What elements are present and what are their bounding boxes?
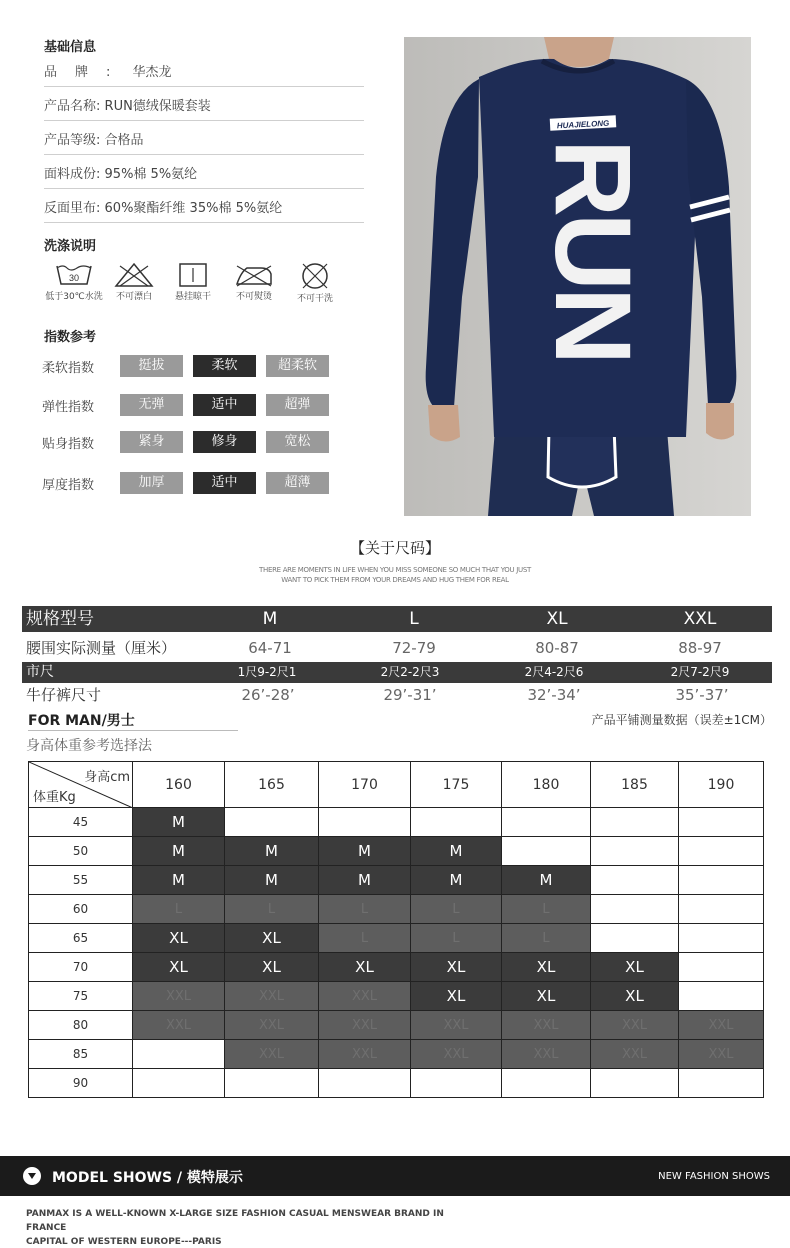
size-recommendation-cell: L (502, 895, 591, 924)
size-recommendation-cell: M (225, 837, 319, 866)
grid-row (29, 1040, 764, 1069)
height-header-cell: 165 (225, 762, 319, 808)
info-row-brand (44, 61, 364, 87)
size-recommendation-cell: XXL (502, 1011, 591, 1040)
index-name: 贴身指数 (42, 437, 95, 452)
size-recommendation-cell: M (133, 837, 225, 866)
banner-title: MODEL SHOWS / 模特展示 (52, 1170, 243, 1186)
grid-row (29, 895, 764, 924)
size-heading-sub2: WANT TO PICK THEM FROM YOUR DREAMS AND HUG THEM FOR REAL (281, 576, 509, 584)
size-recommendation-cell (679, 982, 764, 1011)
wash-label: 低于30℃水洗 (45, 292, 103, 302)
info-key: 产品名称: (44, 99, 101, 114)
grid-corner (29, 762, 133, 808)
size-recommendation-cell (679, 837, 764, 866)
weight-cell: 85 (29, 1040, 133, 1069)
index-option: 超薄 (266, 472, 329, 494)
footer-line: PANMAX IS A WELL-KNOWN X-LARGE SIZE FASHION CASUAL MENSWEAR BRAND IN FRANCE (26, 1209, 444, 1233)
size-recommendation-cell: XXL (679, 1011, 764, 1040)
size-recommendation-cell (679, 866, 764, 895)
grid-row (29, 1011, 764, 1040)
index-name: 厚度指数 (42, 478, 95, 493)
size-recommendation-cell: XL (225, 924, 319, 953)
size-row-jeans (22, 684, 772, 706)
grid-row (29, 808, 764, 837)
info-row-grade (44, 129, 364, 155)
index-option: 挺拔 (120, 355, 183, 377)
model-illustration (404, 37, 751, 516)
size-heading-sub1: THERE ARE MOMENTS IN LIFE WHEN YOU MISS SOMEONE SO MUCH THAT YOU JUST (259, 566, 531, 574)
info-value: 华杰龙 (132, 65, 172, 80)
height-header-cell: 175 (411, 762, 502, 808)
size-cell: 88-97 (678, 639, 722, 657)
size-recommendation-cell (502, 837, 591, 866)
size-recommendation-cell: XXL (679, 1040, 764, 1069)
size-row-waist (22, 636, 772, 660)
size-recommendation-cell: XXL (225, 1040, 319, 1069)
size-recommendation-cell (133, 1040, 225, 1069)
size-recommendation-cell (679, 1069, 764, 1098)
size-recommendation-cell: L (225, 895, 319, 924)
no-iron-icon (233, 262, 275, 288)
size-cell: 29’-31’ (383, 686, 437, 704)
index-option-selected: 柔软 (193, 355, 256, 377)
size-cell: 26’-28’ (241, 686, 295, 704)
size-recommendation-cell: M (319, 837, 411, 866)
wash-30-item (44, 262, 104, 302)
size-recommendation-cell (411, 1069, 502, 1098)
size-recommendation-cell (502, 1069, 591, 1098)
shirt-logo-text: HUAJIELONG (556, 118, 610, 131)
index-option: 宽松 (266, 431, 329, 453)
size-recommendation-cell: M (411, 866, 502, 895)
size-recommendation-cell: M (133, 866, 225, 895)
size-recommendation-cell: XXL (319, 982, 411, 1011)
size-recommendation-cell: XXL (133, 1011, 225, 1040)
size-recommendation-cell: XXL (225, 982, 319, 1011)
index-option: 加厚 (120, 472, 183, 494)
no-iron-item (224, 262, 284, 302)
chevron-down-icon (23, 1167, 41, 1185)
size-recommendation-cell (591, 808, 679, 837)
size-recommendation-cell (319, 1069, 411, 1098)
weight-cell: 65 (29, 924, 133, 953)
size-recommendation-cell (133, 1069, 225, 1098)
grid-row (29, 866, 764, 895)
size-recommendation-cell: XL (591, 953, 679, 982)
size-cell: 64-71 (248, 639, 292, 657)
size-cell: 2尺7-2尺9 (670, 665, 730, 679)
size-recommendation-cell: L (411, 895, 502, 924)
indices-title: 指数参考 (44, 330, 97, 345)
weight-cell: 45 (29, 808, 133, 837)
size-row-label: 市尺 (26, 664, 54, 680)
footer-line: CAPITAL OF WESTERN EUROPE---PARIS (26, 1237, 222, 1247)
grid-header-row (29, 762, 764, 808)
grid-row (29, 982, 764, 1011)
size-recommendation-cell (591, 1069, 679, 1098)
size-recommendation-cell: M (319, 866, 411, 895)
size-recommendation-cell: XXL (319, 1011, 411, 1040)
no-bleach-icon (114, 262, 154, 288)
weight-cell: 55 (29, 866, 133, 895)
size-cell: 80-87 (535, 639, 579, 657)
grid-row (29, 837, 764, 866)
info-value: RUN德绒保暖套装 (104, 99, 211, 114)
info-row-fabric (44, 163, 364, 189)
size-recommendation-cell (591, 866, 679, 895)
size-recommendation-cell: M (225, 866, 319, 895)
height-header-cell: 190 (679, 762, 764, 808)
info-key: 产品等级: (44, 133, 101, 148)
size-heading-title: 【关于尺码】 (349, 539, 440, 557)
weight-cell: 50 (29, 837, 133, 866)
index-option-selected: 修身 (193, 431, 256, 453)
hang-dry-item (163, 262, 223, 302)
size-recommendation-cell: XXL (133, 982, 225, 1011)
size-recommendation-cell (591, 924, 679, 953)
size-recommendation-cell: XXL (319, 1040, 411, 1069)
index-option: 超弹 (266, 394, 329, 416)
size-recommendation-cell (591, 895, 679, 924)
weight-cell: 75 (29, 982, 133, 1011)
size-recommendation-cell: M (411, 837, 502, 866)
footer-text (26, 1207, 446, 1248)
size-cell: 35’-37’ (675, 686, 729, 704)
weight-cell: 80 (29, 1011, 133, 1040)
size-row-label: 牛仔裤尺寸 (26, 686, 102, 704)
wash-30-icon (55, 262, 93, 288)
size-recommendation-cell: L (502, 924, 591, 953)
size-recommendation-cell: XXL (591, 1011, 679, 1040)
grid-row (29, 1069, 764, 1098)
size-recommendation-cell: XXL (411, 1011, 502, 1040)
washing-title: 洗涤说明 (44, 239, 97, 254)
shirt-print-text: RUN (533, 139, 654, 361)
index-option-selected: 适中 (193, 472, 256, 494)
size-header-cell: XL (546, 609, 568, 629)
size-row-shichi (22, 662, 772, 683)
size-recommendation-cell (679, 895, 764, 924)
height-header-cell: 170 (319, 762, 411, 808)
size-recommendation-cell: XL (591, 982, 679, 1011)
no-bleach-item (104, 262, 164, 302)
divider (28, 730, 238, 731)
info-key: 品牌: (44, 65, 129, 80)
size-recommendation-cell: XXL (225, 1011, 319, 1040)
info-value: 95%棉 5%氨纶 (104, 167, 198, 182)
info-value: 60%聚酯纤维 35%棉 5%氨纶 (104, 201, 283, 216)
size-recommendation-cell: XL (225, 953, 319, 982)
index-option: 无弹 (120, 394, 183, 416)
size-recommendation-cell: L (319, 895, 411, 924)
size-recommendation-cell: M (502, 866, 591, 895)
info-row-product-name (44, 95, 364, 121)
size-cell: 2尺2-2尺3 (380, 665, 440, 679)
size-recommendation-cell: L (133, 895, 225, 924)
size-recommendation-cell (411, 808, 502, 837)
size-recommendation-cell: M (133, 808, 225, 837)
wash-label: 不可漂白 (115, 292, 152, 302)
index-name: 柔软指数 (42, 361, 95, 376)
info-key: 面料成份: (44, 167, 101, 182)
size-recommendation-cell (679, 808, 764, 837)
size-cell: 32’-34’ (527, 686, 581, 704)
for-man-label: FOR MAN/男士 (28, 713, 135, 729)
banner-right-text: NEW FASHION SHOWS (658, 1171, 770, 1182)
wash-label: 不可熨烫 (235, 292, 272, 302)
product-photo (404, 37, 751, 516)
wash-label: 不可干洗 (296, 294, 333, 304)
size-recommendation-cell (225, 1069, 319, 1098)
size-recommendation-cell: XL (411, 982, 502, 1011)
no-dry-clean-item (285, 262, 345, 304)
height-axis-label: 身高cm (84, 770, 130, 785)
model-shows-banner (0, 1156, 790, 1196)
size-recommendation-cell: XL (502, 982, 591, 1011)
hang-dry-icon (178, 262, 208, 288)
index-option: 超柔软 (266, 355, 329, 377)
size-recommendation-cell (679, 953, 764, 982)
weight-cell: 90 (29, 1069, 133, 1098)
size-recommendation-cell (502, 808, 591, 837)
size-recommendation-cell: XL (319, 953, 411, 982)
size-row-label: 腰围实际测量（厘米） (26, 639, 177, 657)
weight-axis-label: 体重Kg (33, 790, 76, 805)
size-recommendation-cell: XL (133, 924, 225, 953)
size-recommendation-cell: XL (133, 953, 225, 982)
height-header-cell: 160 (133, 762, 225, 808)
size-cell: 1尺9-2尺1 (237, 665, 297, 679)
size-recommendation-cell: XXL (502, 1040, 591, 1069)
reference-title: 身高体重参考选择法 (26, 738, 152, 754)
size-recommendation-cell: L (411, 924, 502, 953)
height-header-cell: 185 (591, 762, 679, 808)
no-dry-clean-icon (299, 262, 331, 290)
size-recommendation-cell (319, 808, 411, 837)
info-key: 反面里布: (44, 201, 101, 216)
index-option: 紧身 (120, 431, 183, 453)
index-name: 弹性指数 (42, 400, 95, 415)
measure-note: 产品平铺测量数据（误差±1CM） (591, 713, 772, 727)
size-recommendation-cell: XXL (411, 1040, 502, 1069)
size-header-cell: M (262, 609, 278, 629)
height-weight-table (28, 761, 764, 1098)
size-recommendation-cell: XL (411, 953, 502, 982)
info-value: 合格品 (104, 133, 144, 148)
weight-cell: 70 (29, 953, 133, 982)
size-header-cell: L (409, 609, 419, 629)
size-header-cell: XXL (683, 609, 717, 629)
size-recommendation-cell: XXL (591, 1040, 679, 1069)
size-table-header (22, 606, 772, 632)
size-cell: 2尺4-2尺6 (524, 665, 584, 679)
index-option-selected: 适中 (193, 394, 256, 416)
height-header-cell: 180 (502, 762, 591, 808)
basic-info-title: 基础信息 (44, 40, 97, 55)
size-recommendation-cell: L (319, 924, 411, 953)
size-recommendation-cell (225, 808, 319, 837)
wash-label: 悬挂晾干 (174, 292, 211, 302)
size-recommendation-cell (591, 837, 679, 866)
grid-row (29, 924, 764, 953)
grid-row (29, 953, 764, 982)
size-header-label: 规格型号 (26, 609, 94, 629)
size-recommendation-cell: XL (502, 953, 591, 982)
size-cell: 72-79 (392, 639, 436, 657)
size-recommendation-cell (679, 924, 764, 953)
weight-cell: 60 (29, 895, 133, 924)
wash-temp: 30 (68, 273, 80, 283)
info-row-lining (44, 197, 364, 223)
